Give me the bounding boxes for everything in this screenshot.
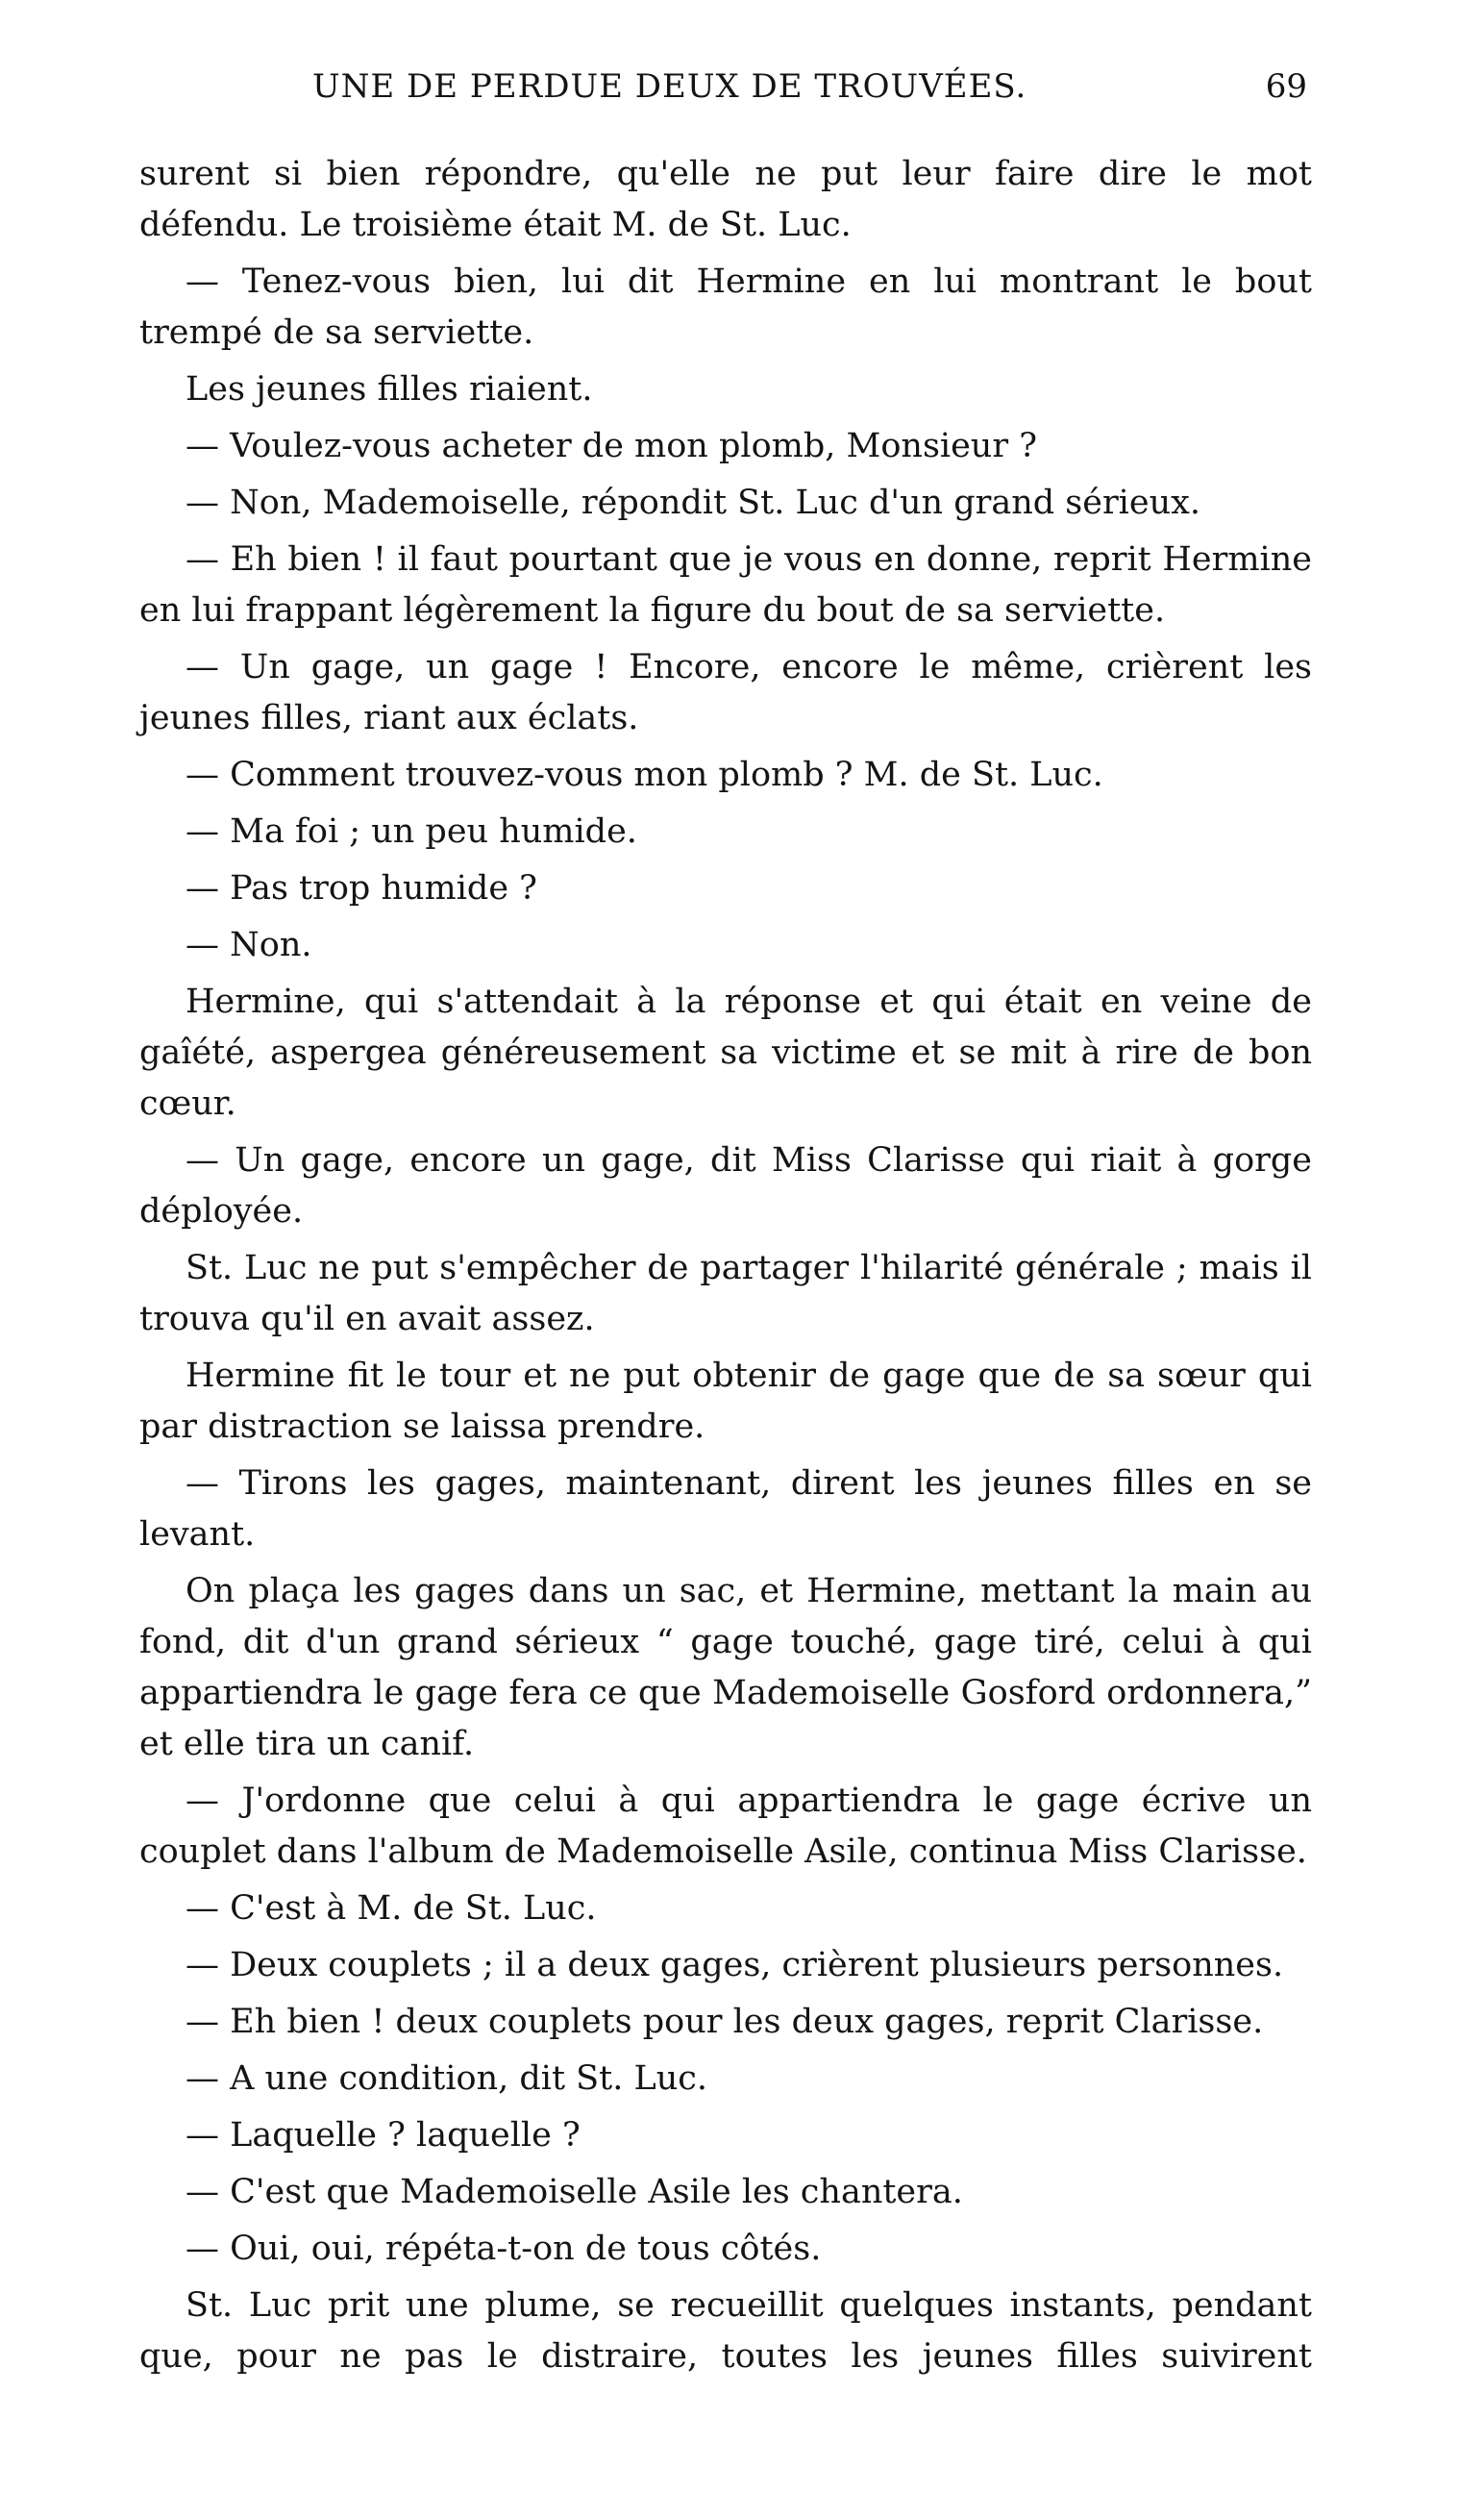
paragraph: Les jeunes filles riaient.	[186, 370, 593, 409]
running-title: UNE DE PERDUE DEUX DE TROUVÉES.	[312, 67, 1027, 106]
paragraph: Hermine, qui s'attendait à la réponse et qui était en veine de gaîété, aspergea généreusement sa victime et se mit à rire de bon cœur.	[139, 983, 1312, 1123]
paragraph: — Eh bien ! il faut pourtant que je vous en donne, reprit Hermine en lui frappant légèrement la figure du bout de sa serviette.	[139, 540, 1312, 630]
paragraph: St. Luc prit une plume, se recueillit quelques instants, pendant que, pour ne pas le distraire, toutes les jeunes filles suivirent	[139, 2286, 1312, 2376]
paragraph: — Non, Mademoiselle, répondit St. Luc d'un grand sérieux.	[186, 484, 1200, 522]
page-number: 69	[1265, 67, 1307, 106]
paragraph: — Oui, oui, répéta-t-on de tous côtés.	[186, 2230, 822, 2268]
paragraph: — Un gage, encore un gage, dit Miss Clarisse qui riait à gorge déployée.	[139, 1141, 1312, 1231]
paragraph: Hermine fit le tour et ne put obtenir de gage que de sa sœur qui par distraction se laissa prendre.	[139, 1357, 1312, 1446]
paragraph: — Laquelle ? laquelle ?	[186, 2116, 581, 2155]
paragraph: — A une condition, dit St. Luc.	[186, 2059, 707, 2098]
paragraph: — Deux couplets ; il a deux gages, crièrent plusieurs personnes.	[186, 1946, 1284, 1984]
paragraph: — Ma foi ; un peu humide.	[186, 812, 637, 851]
body-text	[139, 149, 1312, 2388]
paragraph: — Un gage, un gage ! Encore, encore le même, crièrent les jeunes filles, riant aux éclats.	[139, 648, 1312, 737]
paragraph: On plaça les gages dans un sac, et Hermine, mettant la main au fond, dit d'un grand sérieux “ gage touché, gage tiré, celui à qui appartiendra le gage fera ce que Mademoiselle Gosford ordonnera,” et elle tira un canif.	[139, 1572, 1312, 1763]
paragraph: — Comment trouvez-vous mon plomb ? M. de St. Luc.	[186, 756, 1103, 794]
paragraph: — J'ordonne que celui à qui appartiendra le gage écrive un couplet dans l'album de Mademoiselle Asile, continua Miss Clarisse.	[139, 1782, 1312, 1871]
paragraph: — C'est à M. de St. Luc.	[186, 1889, 597, 1928]
paragraph: — Tirons les gages, maintenant, dirent les jeunes filles en se levant.	[139, 1464, 1312, 1554]
paragraph: St. Luc ne put s'empêcher de partager l'hilarité générale ; mais il trouva qu'il en avait assez.	[139, 1249, 1312, 1338]
paragraph: — Pas trop humide ?	[186, 869, 537, 908]
paragraph: — Non.	[186, 926, 312, 964]
paragraph: — C'est que Mademoiselle Asile les chantera.	[186, 2173, 963, 2211]
paragraph: — Voulez-vous acheter de mon plomb, Monsieur ?	[186, 427, 1037, 465]
paragraph: — Tenez-vous bien, lui dit Hermine en lui montrant le bout trempé de sa serviette.	[139, 262, 1312, 352]
running-head	[135, 67, 1307, 125]
paragraph: — Eh bien ! deux couplets pour les deux gages, reprit Clarisse.	[186, 2003, 1264, 2041]
paragraph: surent si bien répondre, qu'elle ne put leur faire dire le mot défendu. Le troisième était M. de St. Luc.	[139, 155, 1312, 244]
